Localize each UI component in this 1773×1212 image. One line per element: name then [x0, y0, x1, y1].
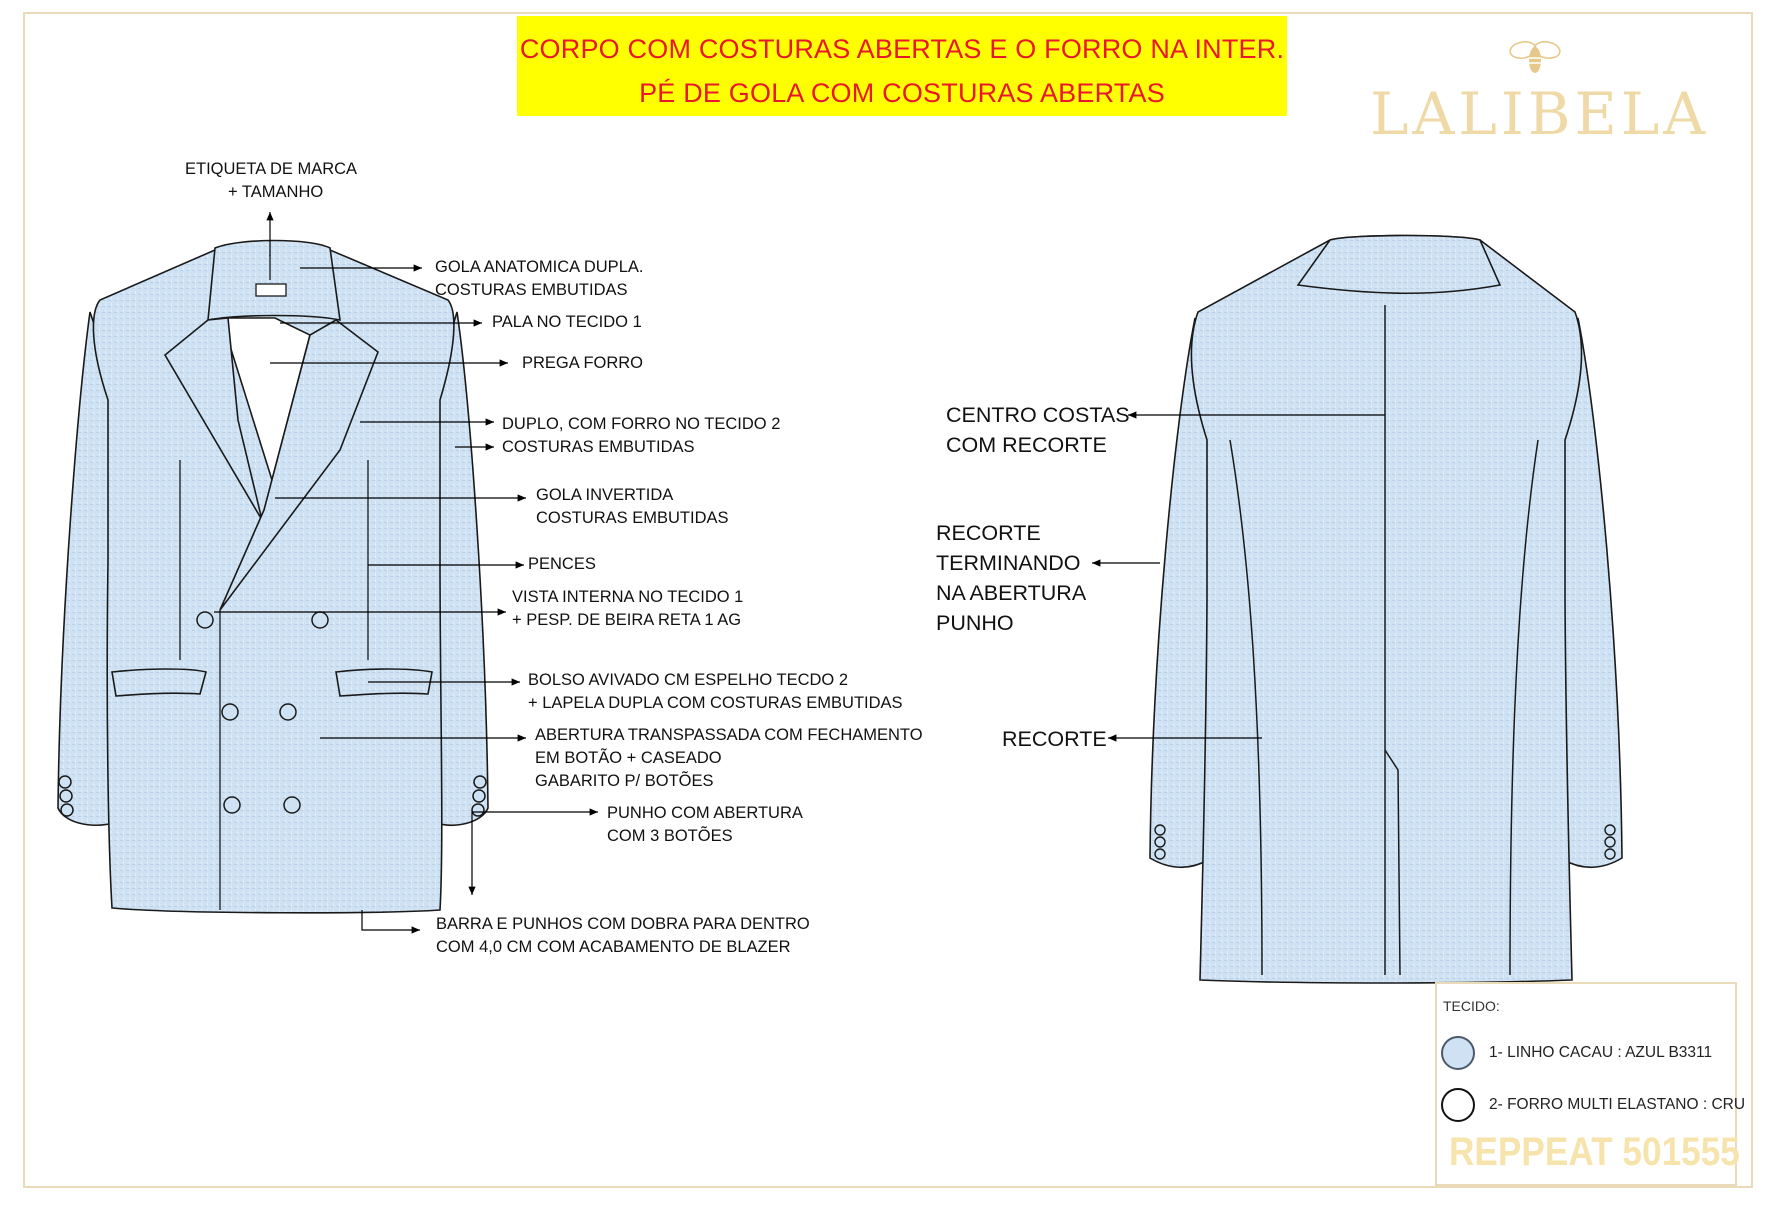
label-vista: VISTA INTERNA NO TECIDO 1 + PESP. DE BEIRA RETA 1 AG	[512, 588, 744, 629]
label-recorte-terminando: RECORTE TERMINANDO NA ABERTURA PUNHO	[936, 521, 1087, 635]
pocket-flap-left	[112, 669, 206, 696]
fabric-swatch-1	[1441, 1036, 1475, 1070]
label-abertura: ABERTURA TRANSPASSADA COM FECHAMENTO EM BOTÃO + CASEADO GABARITO P/ BOTÕES	[535, 726, 923, 790]
label-pala: PALA NO TECIDO 1	[492, 313, 642, 331]
collar	[208, 241, 340, 321]
back-collar	[1298, 236, 1500, 294]
brand-logo: LALIBELA	[1370, 80, 1710, 148]
label-pences: PENCES	[528, 555, 596, 573]
label-centro-costas: CENTRO COSTAS COM RECORTE	[946, 403, 1130, 457]
front-jacket	[58, 241, 488, 913]
label-duplo: DUPLO, COM FORRO NO TECIDO 2 COSTURAS EMBUTIDAS	[502, 415, 781, 456]
label-bolso: BOLSO AVIVADO CM ESPELHO TECDO 2 + LAPELA DUPLA COM COSTURAS EMBUTIDAS	[528, 671, 903, 712]
legend-item-1: 1- LINHO CACAU : AZUL B3311	[1489, 1044, 1713, 1061]
legend-item-2: 2- FORRO MULTI ELASTANO : CRU	[1489, 1096, 1746, 1113]
legend-title: TECIDO:	[1443, 998, 1500, 1014]
label-etiqueta: ETIQUETA DE MARCA + TAMANHO	[185, 160, 358, 201]
label-recorte: RECORTE	[1002, 727, 1107, 751]
fabric-legend	[1435, 982, 1746, 1186]
label-prega: PREGA FORRO	[522, 354, 644, 372]
label-barra: BARRA E PUNHOS COM DOBRA PARA DENTRO COM 4,0 CM COM ACABAMENTO DE BLAZER	[436, 915, 810, 956]
label-gola-invertida: GOLA INVERTIDA COSTURAS EMBUTIDAS	[536, 486, 729, 527]
back-jacket	[1150, 236, 1622, 984]
fabric-swatch-2	[1441, 1088, 1475, 1122]
banner-line-1: CORPO COM COSTURAS ABERTAS E O FORRO NA INTER.	[519, 34, 1285, 64]
reference-code: REPPEAT 501555	[1449, 1130, 1740, 1174]
label-gola-anatomica: GOLA ANATOMICA DUPLA. COSTURAS EMBUTIDAS	[435, 258, 644, 299]
banner-line-2: PÉ DE GOLA COM COSTURAS ABERTAS	[639, 78, 1165, 108]
label-punho: PUNHO COM ABERTURA COM 3 BOTÕES	[607, 804, 803, 845]
